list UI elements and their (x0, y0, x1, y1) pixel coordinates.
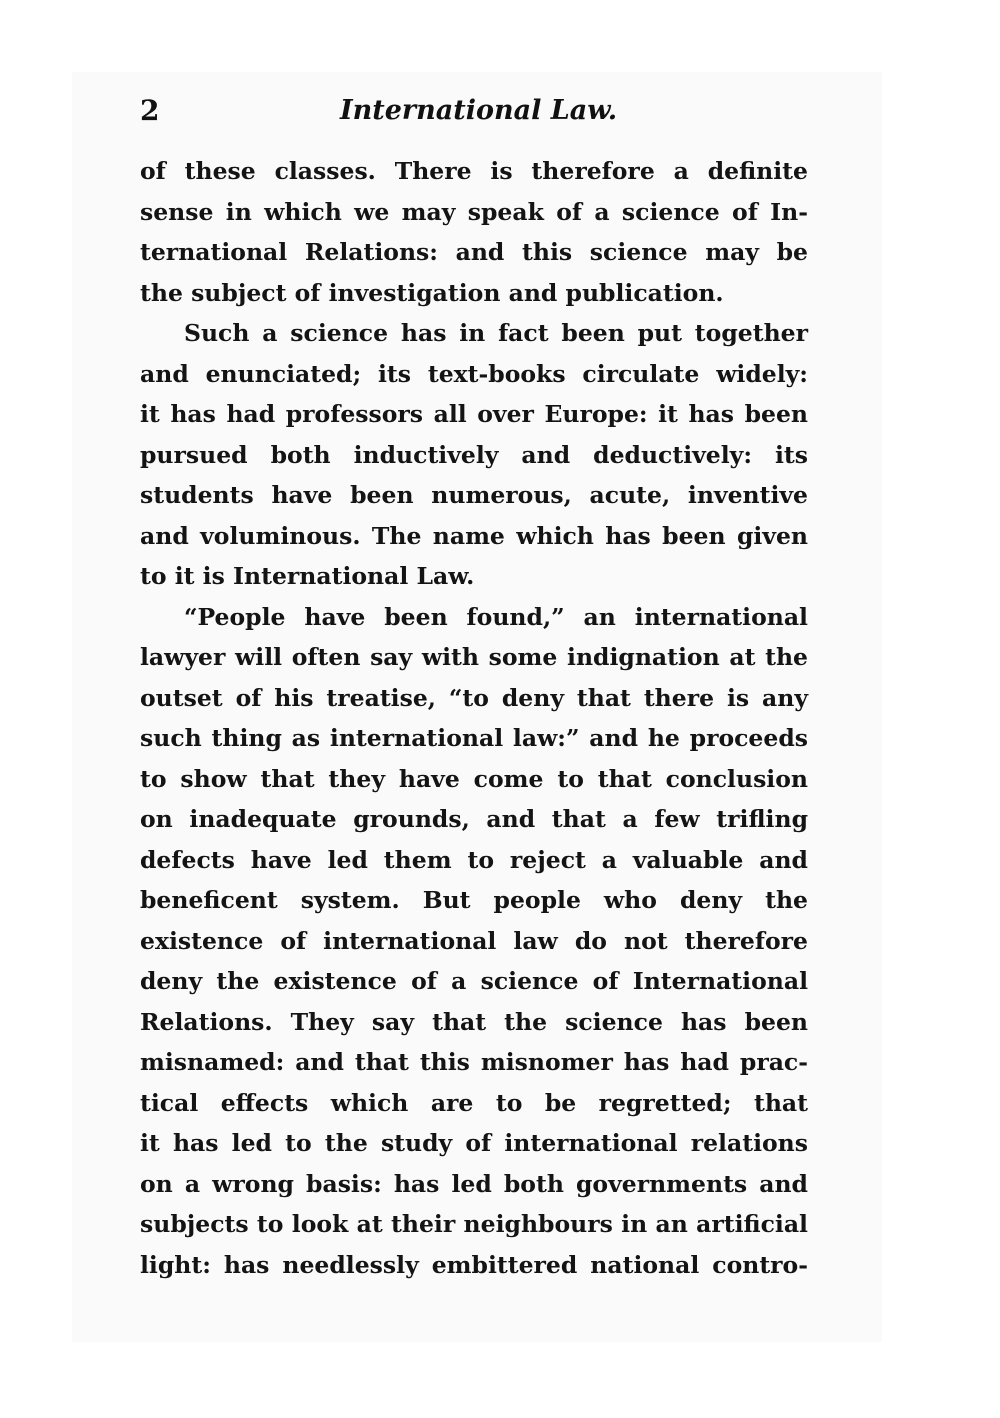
text-line: “People have been found,” an international (184, 602, 808, 631)
text-line: and enunciated; its text-books circulate widely: (140, 359, 808, 388)
text-line: students have been numerous, acute, inventive (140, 481, 808, 509)
text-line: tical effects which are to be regretted; that (140, 1088, 808, 1117)
page-number: 2 (140, 94, 160, 127)
text-line: ternational Relations: and this science may be (140, 238, 808, 266)
text-line: the subject of investigation and publication. (140, 278, 724, 307)
text-line: it has led to the study of international relations (140, 1129, 808, 1157)
running-head: International Law. (340, 95, 618, 126)
text-line: Such a science has in fact been put together (184, 319, 808, 347)
text-line: it has had professors all over Europe: it has been (140, 400, 808, 428)
text-line: pursued both inductively and deductively: its (140, 440, 808, 469)
text-line: sense in which we may speak of a science of In- (140, 197, 808, 226)
text-line: misnamed: and that this misnomer has had prac- (140, 1048, 808, 1076)
text-line: deny the existence of a science of International (140, 967, 808, 995)
text-line: such thing as international law:” and he proceeds (140, 724, 808, 752)
text-line: lawyer will often say with some indignation at the (140, 643, 808, 671)
page-header (140, 86, 808, 136)
text-line: to show that they have come to that conclusion (140, 764, 808, 793)
text-line: light: has needlessly embittered national contro- (140, 1250, 808, 1279)
body-text (140, 151, 808, 1285)
text-line: beneficent system. But people who deny the (140, 886, 808, 914)
text-line: on a wrong basis: has led both governments and (140, 1169, 808, 1198)
text-line: outset of his treatise, “to deny that there is any (140, 683, 808, 712)
text-line: subjects to look at their neighbours in an artificial (140, 1210, 808, 1238)
text-line: Relations. They say that the science has been (140, 1007, 808, 1036)
text-line: and voluminous. The name which has been given (140, 521, 808, 550)
text-line: defects have led them to reject a valuable and (140, 845, 808, 874)
text-line: on inadequate grounds, and that a few trifling (140, 805, 808, 833)
text-line: to it is International Law. (140, 562, 475, 590)
text-line: of these classes. There is therefore a definite (140, 157, 808, 185)
text-line: existence of international law do not therefore (140, 926, 808, 955)
